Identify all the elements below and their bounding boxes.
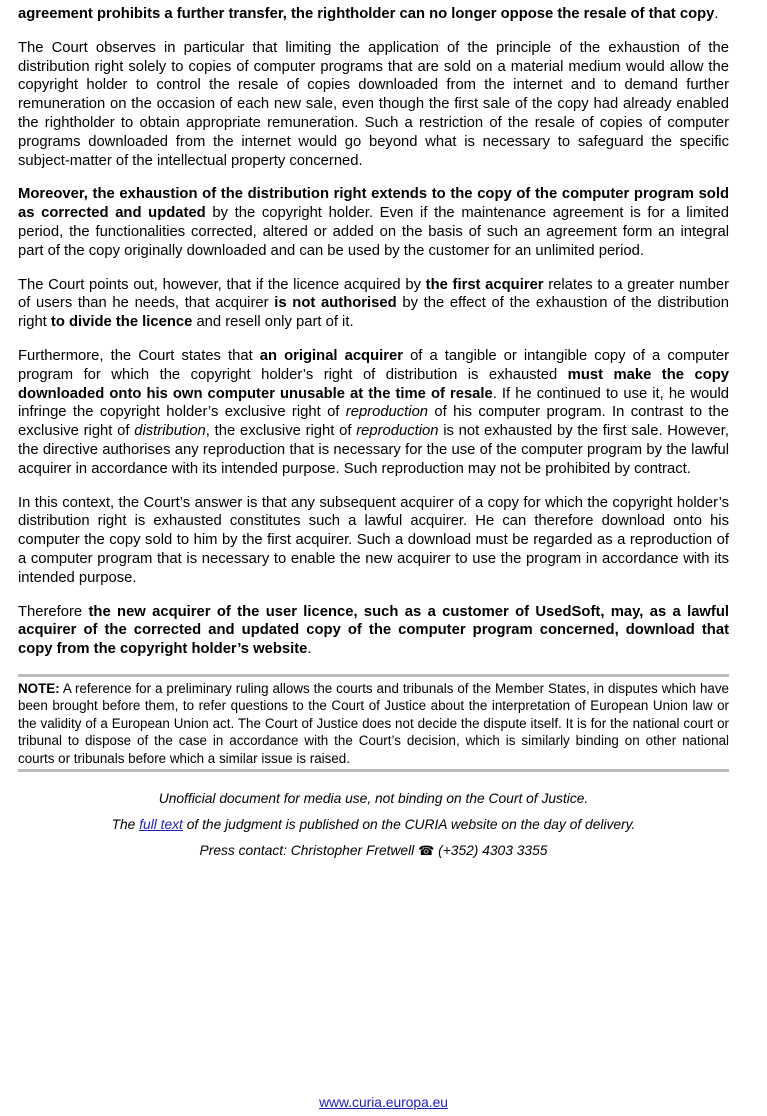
bold-text: Moreover, the exhaustion of the distribution right extends to the copy of the computer program sold as corrected and updated (18, 186, 729, 222)
paragraph-court-observes: The Court observes in particular that limiting the application of the principle of the exhaustion of the distribution right solely to copies of computer programs that are sold on a material medium would allow the copyright holder to control the resale of copies downloaded from the internet and to demand further remuneration on the occasion of each new sale, even though the first sale of the copy had already enabled the rightholder to obtain appropriate remuneration. Such a restriction of the resale of copies of computer programs downloaded from the internet would go beyond what is necessary to safeguard the specific subject-matter of the intellectual property concerned. (18, 39, 729, 169)
paragraph-new-acquirer: Therefore the new acquirer of the user licence, such as a customer of UsedSoft, may, as a lawful acquirer of the corrected and updated copy of the computer program concerned, download that copy from the copyright holder’s website. (18, 603, 730, 658)
note-box (18, 674, 729, 772)
footer (18, 786, 729, 864)
paragraph-court-answer: In this context, the Court’s answer is that any subsequent acquirer of a copy for which the copyright holder’s distribution right is exhausted constitutes such a lawful acquirer. He can therefore download onto his computer the copy sold to him by the first acquirer. Such a download must be regarded as a reproduction of a computer program that is necessary to enable the new acquirer to use the program in accordance with its intended purpose. (18, 494, 729, 586)
paragraph-resale-opposition: agreement prohibits a further transfer, the rightholder can no longer oppose the resale of that copy. (18, 6, 719, 22)
telephone-icon: ☎ (418, 842, 435, 858)
full-text-link[interactable]: full text (139, 816, 183, 832)
footer-full-text-line: The full text of the judgment is published on the CURIA website on the day of delivery. (111, 816, 636, 832)
document-page (18, 5, 729, 864)
website-footer (0, 1095, 767, 1110)
footer-disclaimer: Unofficial document for media use, not binding on the Court of Justice. (158, 790, 589, 806)
paragraph-original-acquirer: Furthermore, the Court states that an original acquirer of a tangible or intangible copy of a computer program for which the copyright holder’s right of distribution is exhausted must make the copy downloaded onto his own computer unusable at the time of resale. If he continued to use it, he would infringe the copyright holder’s exclusive right of reproduction of his computer program. In contrast to the exclusive right of distribution, the exclusive right of reproduction is not exhausted by the first sale. However, the directive authorises any reproduction that is necessary for the use of the computer program by the lawful acquirer in accordance with its intended purpose. Such reproduction may not be prohibited by contract. (18, 347, 729, 477)
curia-website-link[interactable]: www.curia.europa.eu (319, 1095, 448, 1110)
bold-text: agreement prohibits a further transfer, the rightholder can no longer oppose the resale of that copy (18, 6, 715, 22)
note-text: NOTE: A reference for a preliminary ruling allows the courts and tribunals of the Member States, in disputes which have been brought before them, to refer questions to the Court of Justice about the interpretation of European Union law or the validity of a European Union act. The Court of Justice does not decide the dispute itself. It is for the national court or tribunal to dispose of the case in accordance with the Court’s decision, which is similarly binding on other national courts or tribunals before which a similar issue is raised. (18, 680, 729, 766)
paragraph-exhaustion-extends: Moreover, the exhaustion of the distribution right extends to the copy of the computer program sold as corrected and updated by the copyright holder. Even if the maintenance agreement is for a limited period, the functionalities corrected, altered or added on the basis of such an agreement form an integral part of the copy originally downloaded and can be used by the customer for an unlimited period. (18, 186, 730, 259)
paragraph-licence-division: The Court points out, however, that if the licence acquired by the first acquirer relates to a greater number of users than he needs, that acquirer is not authorised by the effect of the exhaustion of the distribution right to divide the licence and resell only part of it. (18, 276, 730, 331)
note-label: NOTE: (18, 680, 60, 696)
footer-press-contact: Press contact: Christopher Fretwell ☎ (+352) 4303 3355 (199, 842, 548, 858)
